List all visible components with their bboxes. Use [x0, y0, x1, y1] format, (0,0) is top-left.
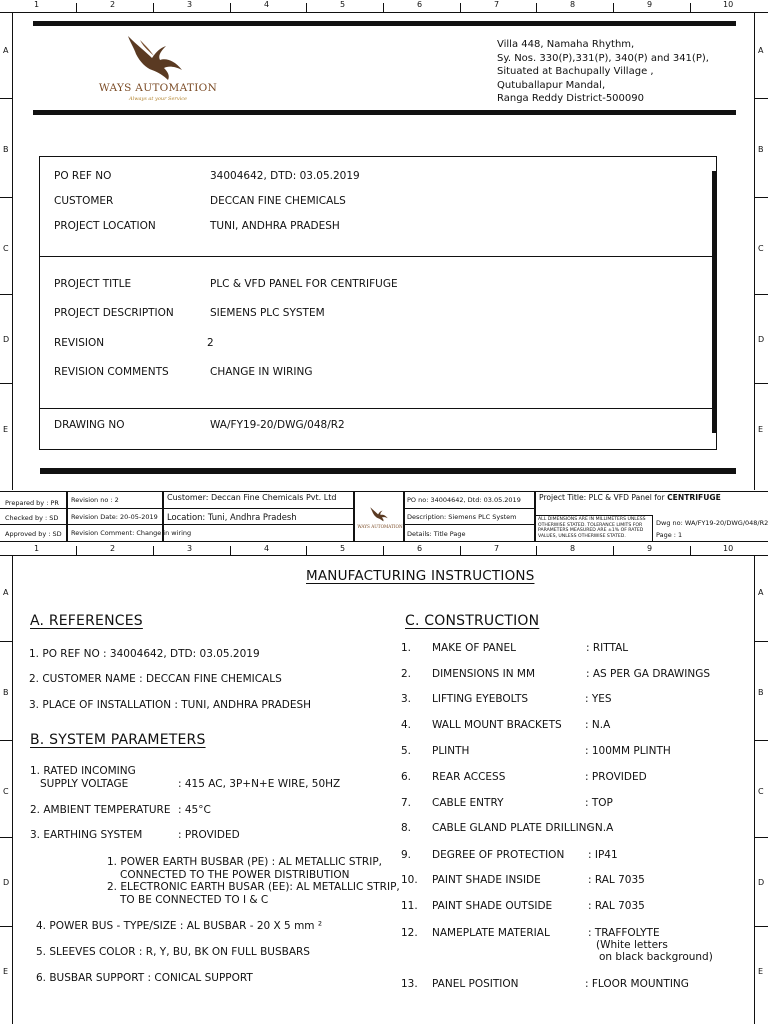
construction-num: 11. — [401, 900, 418, 912]
construction-label: DIMENSIONS IN MM — [432, 668, 536, 680]
address-line: Situated at Bachupally Village , — [497, 66, 654, 78]
info-label: DRAWING NO — [54, 419, 125, 431]
row-letter: A — [3, 588, 9, 597]
construction-value: : RAL 7035 — [588, 900, 645, 912]
construction-num: 6. — [401, 771, 412, 783]
col-number: 10 — [723, 544, 734, 553]
col-number: 8 — [570, 544, 576, 553]
prepared-by: Prepared by : PR — [5, 499, 59, 507]
construction-num: 5. — [401, 745, 412, 757]
info-value: DECCAN FINE CHEMICALS — [210, 195, 346, 207]
row-letter: D — [3, 335, 10, 344]
col-number: 1 — [34, 544, 40, 553]
company-tagline: Always at your Service — [128, 96, 188, 102]
construction-value: : N.A — [588, 822, 614, 834]
divider — [39, 408, 715, 409]
logo-text: WAYS AUTOMATION — [357, 524, 403, 529]
info-value: 2 — [207, 337, 214, 349]
param-label: SUPPLY VOLTAGE — [40, 778, 129, 790]
section-heading-references: A. REFERENCES — [30, 613, 143, 629]
col-number: 9 — [647, 0, 653, 9]
param-item: 5. SLEEVES COLOR : R, Y, BU, BK ON FULL BUSBARS — [36, 946, 310, 958]
info-label: CUSTOMER — [54, 195, 114, 207]
company-address — [497, 38, 709, 106]
construction-value: : 100MM PLINTH — [585, 745, 671, 757]
po-no: PO no: 34004642, Dtd: 03.05.2019 — [407, 496, 521, 504]
row-letter: D — [3, 878, 10, 887]
row-letter: C — [758, 244, 764, 253]
left-border — [12, 12, 13, 490]
right-border — [754, 555, 755, 1024]
footer-bar — [40, 468, 736, 474]
param-item: 4. POWER BUS - TYPE/SIZE : AL BUSBAR - 20 X 5 mm ² — [36, 920, 323, 932]
construction-label: NAMEPLATE MATERIAL — [432, 927, 550, 939]
row-letter: E — [758, 425, 764, 434]
construction-label: DEGREE OF PROTECTION — [432, 849, 565, 861]
construction-label: REAR ACCESS — [432, 771, 506, 783]
construction-value: : RAL 7035 — [588, 874, 645, 886]
row-letter: D — [758, 878, 765, 887]
construction-value: : AS PER GA DRAWINGS — [586, 668, 711, 680]
construction-value: : FLOOR MOUNTING — [585, 978, 689, 990]
col-number: 3 — [187, 0, 193, 9]
page-number: Page : 1 — [656, 531, 683, 539]
construction-num: 1. — [401, 642, 412, 654]
page-title: MANUFACTURING INSTRUCTIONS — [306, 568, 535, 584]
construction-value: : YES — [585, 693, 612, 705]
param-value: : 45°C — [178, 804, 211, 816]
col-number: 9 — [647, 544, 653, 553]
reference-item: 3. PLACE OF INSTALLATION : TUNI, ANDHRA PRADESH — [29, 699, 312, 711]
section-heading-construction: C. CONSTRUCTION — [405, 613, 540, 629]
param-label: 1. RATED INCOMING — [30, 765, 136, 777]
approved-by: Approved by : SD — [5, 530, 62, 538]
construction-value: : PROVIDED — [585, 771, 647, 783]
row-letter: E — [3, 425, 9, 434]
project-info-box — [39, 156, 717, 450]
header-bar-top — [33, 21, 736, 26]
info-label: REVISION COMMENTS — [54, 366, 169, 378]
param-label: 3. EARTHING SYSTEM — [30, 829, 143, 841]
row-letter: C — [3, 787, 9, 796]
param-value: : PROVIDED — [178, 829, 240, 841]
construction-label: LIFTING EYEBOLTS — [432, 693, 529, 705]
reference-item: 1. PO REF NO : 34004642, DTD: 03.05.2019 — [29, 648, 260, 660]
row-letter: B — [3, 145, 9, 154]
revision-date: Revision Date: 20-05-2019 — [71, 513, 158, 521]
info-value: 34004642, DTD: 03.05.2019 — [210, 170, 360, 182]
revision-comment: Revision Comment: Change in wiring — [71, 529, 192, 537]
col-number: 6 — [417, 0, 423, 9]
construction-label: WALL MOUNT BRACKETS — [432, 719, 562, 731]
project-title-prefix: Project Title: PLC & VFD Panel for — [539, 493, 668, 502]
col-number: 7 — [494, 0, 500, 9]
revision-no: Revision no : 2 — [71, 496, 119, 504]
col-number: 1 — [34, 0, 40, 9]
construction-label: PAINT SHADE OUTSIDE — [432, 900, 553, 912]
dwg-no: Dwg no: WA/FY19-20/DWG/048/R2 — [656, 519, 768, 527]
info-value: WA/FY19-20/DWG/048/R2 — [210, 419, 345, 431]
row-letter: A — [758, 46, 764, 55]
construction-value: : TOP — [585, 797, 613, 809]
earth-sub-item: 2. ELECTRONIC EARTH BUSAR (EE): AL METALLIC STRIP, — [107, 881, 400, 893]
construction-label: CABLE ENTRY — [432, 797, 504, 809]
location: Location: Tuni, Andhra Pradesh — [167, 512, 297, 522]
eagle-icon — [360, 504, 400, 524]
details: Details: Title Page — [407, 530, 466, 538]
earth-sub-item: TO BE CONNECTED TO I & C — [120, 894, 269, 906]
row-letter: E — [3, 967, 9, 976]
address-line: Ranga Reddy District-500090 — [497, 93, 644, 105]
row-letter: A — [758, 588, 764, 597]
param-item: 6. BUSBAR SUPPORT : CONICAL SUPPORT — [36, 972, 253, 984]
construction-value: : TRAFFOLYTE — [588, 927, 660, 939]
col-number: 4 — [264, 0, 270, 9]
customer: Customer: Deccan Fine Chemicals Pvt. Ltd — [167, 493, 337, 502]
earth-sub-item: CONNECTED TO THE POWER DISTRIBUTION — [120, 869, 350, 881]
divider — [39, 256, 715, 257]
col-number: 10 — [723, 0, 734, 9]
title-block-logo — [357, 504, 403, 538]
description: Description: Siemens PLC System — [407, 513, 517, 521]
company-name: WAYS AUTOMATION — [98, 82, 218, 94]
left-border — [12, 555, 13, 1024]
row-letter: B — [3, 688, 9, 697]
tolerance-note: ALL DIMENSIONS ARE IN MILLIMETERS UNLESS OTHERWISE STATED. TOLERANCE LIMITS FOR PARAMETERS MEASURED ARE ±1% OF RATED VALUES, UNLESS OTHERWISE STATED. — [538, 517, 646, 539]
header-bar-bottom — [33, 110, 736, 115]
col-number: 4 — [264, 544, 270, 553]
construction-label: PLINTH — [432, 745, 470, 757]
construction-label: PANEL POSITION — [432, 978, 519, 990]
earth-sub-item: 1. POWER EARTH BUSBAR (PE) : AL METALLIC STRIP, — [107, 856, 382, 868]
info-box-shadow — [712, 171, 716, 433]
checked-by: Checked by : SD — [5, 514, 59, 522]
info-value: SIEMENS PLC SYSTEM — [210, 307, 325, 319]
info-value: CHANGE IN WIRING — [210, 366, 313, 378]
info-label: PROJECT LOCATION — [54, 220, 156, 232]
reference-item: 2. CUSTOMER NAME : DECCAN FINE CHEMICALS — [29, 673, 282, 685]
row-letter: C — [3, 244, 9, 253]
construction-label: PAINT SHADE INSIDE — [432, 874, 541, 886]
construction-num: 7. — [401, 797, 412, 809]
info-label: REVISION — [54, 337, 105, 349]
construction-num: 4. — [401, 719, 412, 731]
info-label: PROJECT TITLE — [54, 278, 132, 290]
section-heading-system: B. SYSTEM PARAMETERS — [30, 732, 206, 748]
address-line: Sy. Nos. 330(P),331(P), 340(P) and 341(P), — [497, 52, 709, 64]
param-label: 2. AMBIENT TEMPERATURE — [30, 804, 171, 816]
eagle-icon — [96, 32, 220, 82]
info-label: PO REF NO — [54, 170, 112, 182]
address-line: Villa 448, Namaha Rhythm, — [497, 39, 635, 50]
row-letter: B — [758, 145, 764, 154]
row-letter: D — [758, 335, 765, 344]
col-number: 7 — [494, 544, 500, 553]
col-number: 8 — [570, 0, 576, 9]
construction-label: CABLE GLAND PLATE DRILLING — [432, 822, 595, 834]
construction-num: 3. — [401, 693, 412, 705]
construction-num: 13. — [401, 978, 418, 990]
top-border — [0, 555, 768, 556]
construction-label: MAKE OF PANEL — [432, 642, 516, 654]
info-value: TUNI, ANDHRA PRADESH — [210, 220, 340, 232]
info-label: PROJECT DESCRIPTION — [54, 307, 174, 319]
construction-num: 12. — [401, 927, 418, 939]
construction-value: : RITTAL — [586, 642, 629, 654]
row-letter: E — [758, 967, 764, 976]
construction-num: 10. — [401, 874, 418, 886]
col-number: 3 — [187, 544, 193, 553]
construction-num: 8. — [401, 822, 412, 834]
row-letter: C — [758, 787, 764, 796]
construction-value-extra: (White letters — [596, 939, 668, 951]
construction-value: : IP41 — [588, 849, 618, 861]
construction-num: 9. — [401, 849, 412, 861]
top-border — [0, 12, 768, 13]
row-letter: A — [3, 46, 9, 55]
construction-value-extra: on black background) — [599, 951, 713, 963]
address-line: Qutuballapur Mandal, — [497, 79, 606, 91]
col-number: 5 — [340, 544, 346, 553]
col-number: 2 — [110, 0, 116, 9]
row-letter: B — [758, 688, 764, 697]
col-number: 5 — [340, 0, 346, 9]
project-title — [539, 493, 721, 502]
col-number: 6 — [417, 544, 423, 553]
info-value: PLC & VFD PANEL FOR CENTRIFUGE — [210, 278, 398, 290]
construction-value: : N.A — [585, 719, 611, 731]
param-value: : 415 AC, 3P+N+E WIRE, 50HZ — [178, 778, 341, 790]
right-border — [754, 12, 755, 490]
project-title-bold: CENTRIFUGE — [667, 493, 721, 502]
company-logo — [96, 32, 220, 106]
col-number: 2 — [110, 544, 116, 553]
construction-num: 2. — [401, 668, 412, 680]
